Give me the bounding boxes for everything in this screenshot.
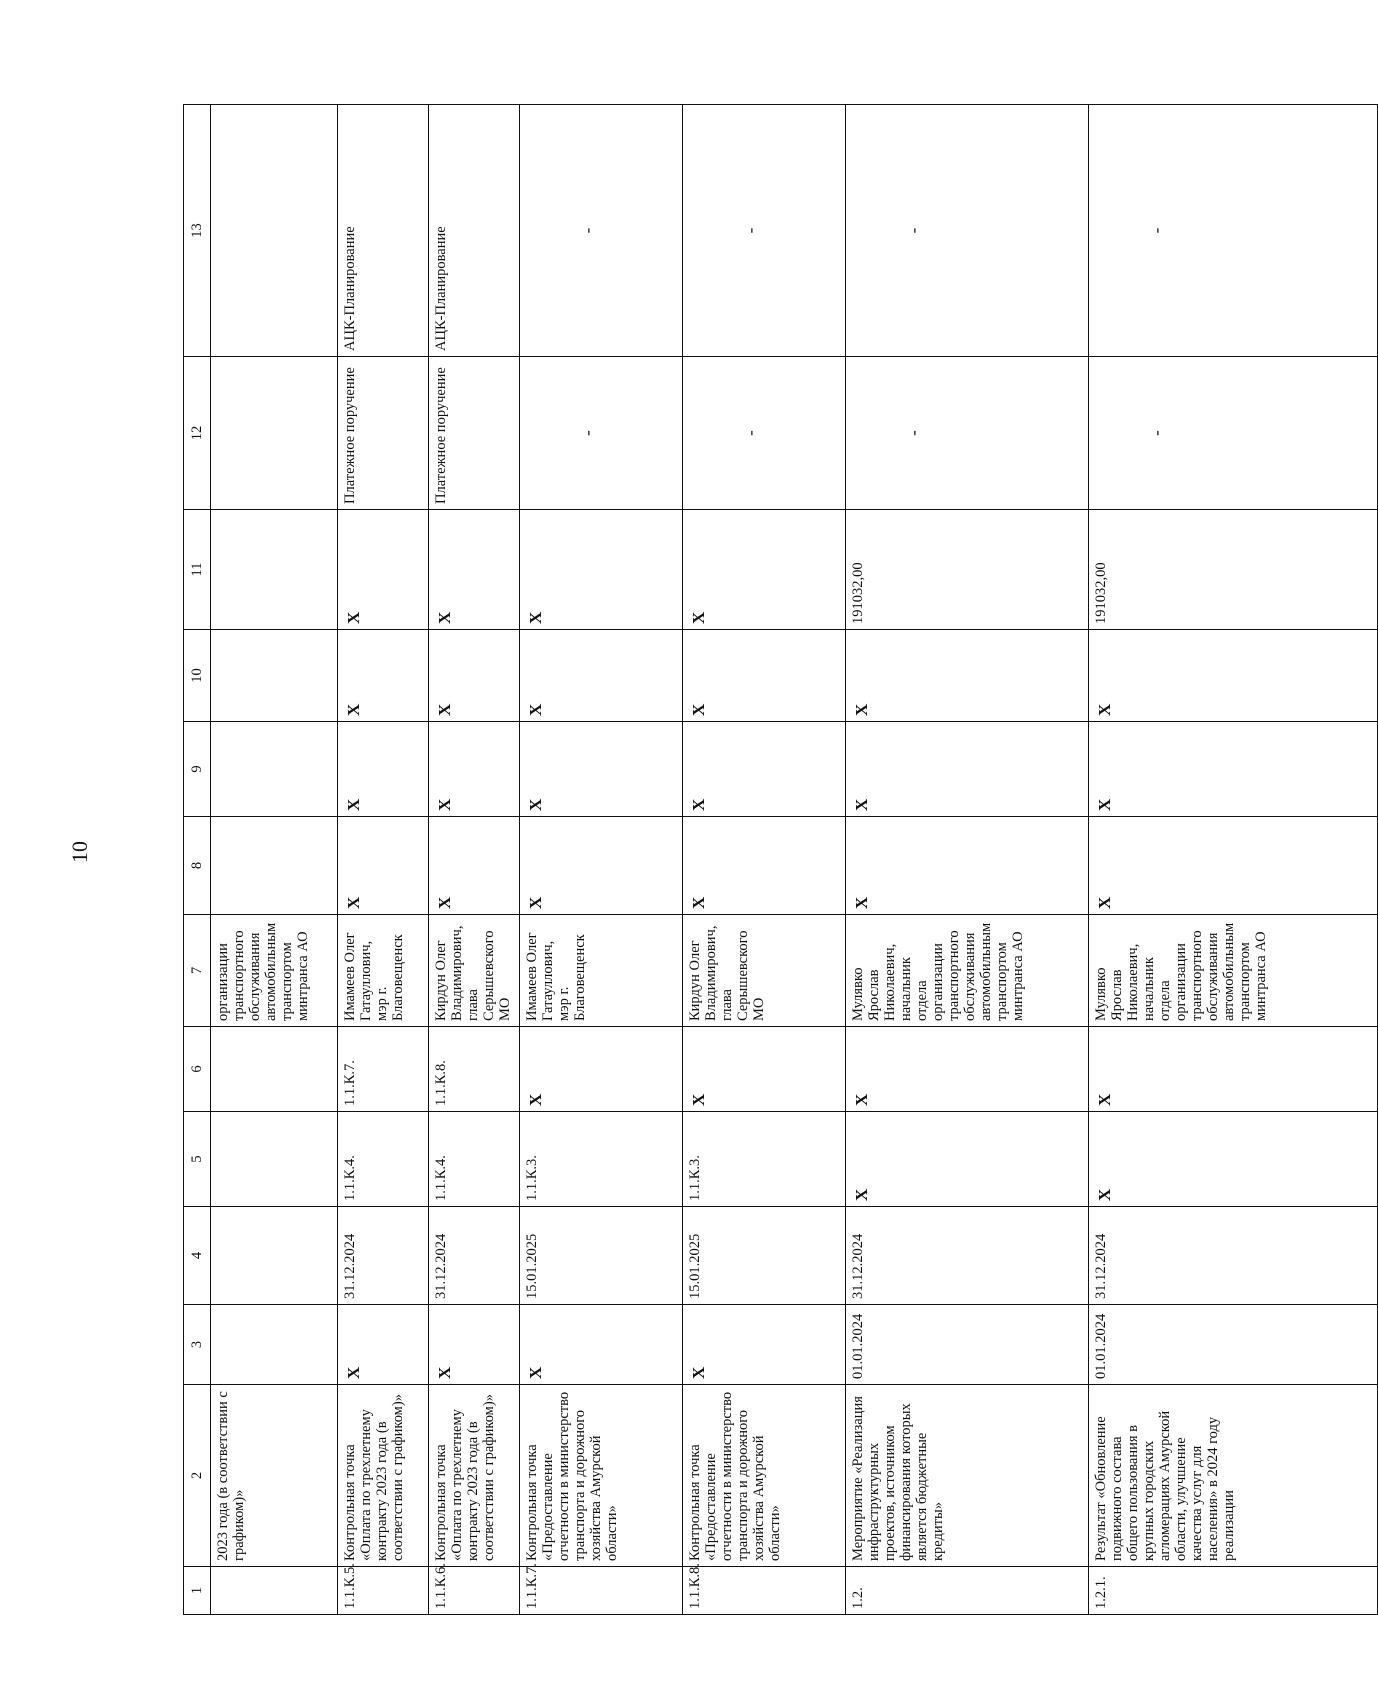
cell-responsible: Имамеев Олег Гатауллович, мэр г. Благовещенск bbox=[520, 915, 683, 1027]
cell-col9: Х bbox=[338, 722, 429, 817]
cell-number: 1.1.К.5. bbox=[338, 1567, 429, 1615]
cell-col11 bbox=[211, 510, 338, 630]
cell-col11: 191032,00 bbox=[1089, 510, 1378, 630]
cell-col8: Х bbox=[520, 817, 683, 915]
cell-document: - bbox=[1089, 357, 1378, 510]
cell-col8: Х bbox=[429, 817, 520, 915]
header-cell: 7 bbox=[184, 915, 211, 1027]
cell-col9: Х bbox=[683, 722, 846, 817]
cell-responsible: Имамеев Олег Гатауллович, мэр г. Благовещенск bbox=[338, 915, 429, 1027]
cell-col8 bbox=[211, 817, 338, 915]
table-row bbox=[683, 105, 846, 1615]
cell-col10: Х bbox=[683, 630, 846, 722]
table-row bbox=[846, 105, 1089, 1615]
cell-col9: Х bbox=[846, 722, 1089, 817]
cell-number: 1.1.К.8. bbox=[683, 1567, 846, 1615]
cell-name: Контрольная точка «Оплата по трехлетнему контракту 2023 года (в соответствии с графиком)» bbox=[429, 1385, 520, 1567]
header-cell: 12 bbox=[184, 357, 211, 510]
cell-responsible: организации транспортного обслуживания автомобильным транспортом минтранса АО bbox=[211, 915, 338, 1027]
header-cell: 5 bbox=[184, 1112, 211, 1207]
cell-predecessor: 1.1.К.4. bbox=[338, 1112, 429, 1207]
cell-document: - bbox=[683, 357, 846, 510]
cell-number: 1.1.К.7. bbox=[520, 1567, 683, 1615]
cell-col8: Х bbox=[338, 817, 429, 915]
cell-name: Результат «Обновление подвижного состава общего пользования в крупных городских агломерациях Амурской области, улучшение качества услуг для населения» в 2024 году реализации bbox=[1089, 1385, 1378, 1567]
cell-col11: Х bbox=[683, 510, 846, 630]
cell-start: Х bbox=[683, 1305, 846, 1385]
cell-document: Платежное поручение bbox=[429, 357, 520, 510]
cell-name: Контрольная точка «Оплата по трехлетнему контракту 2023 года (в соответствии с графиком)» bbox=[338, 1385, 429, 1567]
cell-start: 01.01.2024 bbox=[846, 1305, 1089, 1385]
cell-start: Х bbox=[429, 1305, 520, 1385]
cell-start bbox=[211, 1305, 338, 1385]
cell-name: Контрольная точка «Предоставление отчетности в министерство транспорта и дорожного хозяйства Амурской области» bbox=[683, 1385, 846, 1567]
cell-system: АЦК-Планирование bbox=[429, 105, 520, 357]
cell-successor: Х bbox=[683, 1027, 846, 1112]
cell-col8: Х bbox=[1089, 817, 1378, 915]
header-cell: 9 bbox=[184, 722, 211, 817]
cell-col9: Х bbox=[429, 722, 520, 817]
cell-col10: Х bbox=[520, 630, 683, 722]
cell-col11: Х bbox=[429, 510, 520, 630]
cell-end bbox=[211, 1207, 338, 1305]
cell-document: - bbox=[846, 357, 1089, 510]
table-row bbox=[1089, 105, 1378, 1615]
cell-col9: Х bbox=[520, 722, 683, 817]
cell-col10: Х bbox=[429, 630, 520, 722]
cell-predecessor: Х bbox=[846, 1112, 1089, 1207]
cell-predecessor: 1.1.К.3. bbox=[520, 1112, 683, 1207]
cell-document: - bbox=[520, 357, 683, 510]
header-cell: 13 bbox=[184, 105, 211, 357]
table-row bbox=[429, 105, 520, 1615]
cell-end: 15.01.2025 bbox=[683, 1207, 846, 1305]
cell-col11: 191032,00 bbox=[846, 510, 1089, 630]
header-row bbox=[184, 105, 211, 1615]
cell-col11: Х bbox=[338, 510, 429, 630]
cell-number: 1.1.К.6. bbox=[429, 1567, 520, 1615]
table-row bbox=[338, 105, 429, 1615]
cell-predecessor bbox=[211, 1112, 338, 1207]
cell-name: Мероприятие «Реализация инфраструктурных проектов, источником финансирования которых является бюджетные кредиты» bbox=[846, 1385, 1089, 1567]
cell-responsible: Кирдун Олег Владимирович, глава Серышевского МО bbox=[429, 915, 520, 1027]
cell-end: 31.12.2024 bbox=[1089, 1207, 1378, 1305]
cell-document: Платежное поручение bbox=[338, 357, 429, 510]
cell-col8: Х bbox=[683, 817, 846, 915]
cell-name: 2023 года (в соответствии с графиком)» bbox=[211, 1385, 338, 1567]
cell-successor: Х bbox=[520, 1027, 683, 1112]
cell-col10: Х bbox=[1089, 630, 1378, 722]
header-cell: 11 bbox=[184, 510, 211, 630]
table-row bbox=[520, 105, 683, 1615]
cell-system: - bbox=[683, 105, 846, 357]
cell-end: 31.12.2024 bbox=[846, 1207, 1089, 1305]
cell-number: 1.2. bbox=[846, 1567, 1089, 1615]
header-cell: 3 bbox=[184, 1305, 211, 1385]
cell-predecessor: Х bbox=[1089, 1112, 1378, 1207]
header-cell: 2 bbox=[184, 1385, 211, 1567]
header-cell: 4 bbox=[184, 1207, 211, 1305]
cell-successor: Х bbox=[846, 1027, 1089, 1112]
cell-col10: Х bbox=[338, 630, 429, 722]
cell-responsible: Мулявко Ярослав Николаевич, начальник отдела организации транспортного обслуживания автомобильным транспортом минтранса АО bbox=[846, 915, 1089, 1027]
cell-col10: Х bbox=[846, 630, 1089, 722]
plan-table bbox=[183, 104, 1378, 1615]
cell-predecessor: 1.1.К.3. bbox=[683, 1112, 846, 1207]
cell-system: - bbox=[846, 105, 1089, 357]
cell-document bbox=[211, 357, 338, 510]
cell-predecessor: 1.1.К.4. bbox=[429, 1112, 520, 1207]
header-cell: 10 bbox=[184, 630, 211, 722]
cell-end: 15.01.2025 bbox=[520, 1207, 683, 1305]
cell-end: 31.12.2024 bbox=[429, 1207, 520, 1305]
cell-col11: Х bbox=[520, 510, 683, 630]
cell-start: 01.01.2024 bbox=[1089, 1305, 1378, 1385]
cell-number bbox=[211, 1567, 338, 1615]
cell-system bbox=[211, 105, 338, 357]
cell-successor: 1.1.К.8. bbox=[429, 1027, 520, 1112]
table-row bbox=[211, 105, 338, 1615]
cell-responsible: Кирдун Олег Владимирович, глава Серышевского МО bbox=[683, 915, 846, 1027]
cell-successor: 1.1.К.7. bbox=[338, 1027, 429, 1112]
cell-start: Х bbox=[338, 1305, 429, 1385]
cell-col8: Х bbox=[846, 817, 1089, 915]
header-cell: 1 bbox=[184, 1567, 211, 1615]
cell-end: 31.12.2024 bbox=[338, 1207, 429, 1305]
cell-system: АЦК-Планирование bbox=[338, 105, 429, 357]
cell-system: - bbox=[1089, 105, 1378, 357]
cell-system: - bbox=[520, 105, 683, 357]
cell-start: Х bbox=[520, 1305, 683, 1385]
cell-name: Контрольная точка «Предоставление отчетности в министерство транспорта и дорожного хозяйства Амурской области» bbox=[520, 1385, 683, 1567]
rotated-table-sheet bbox=[183, 105, 1269, 1615]
cell-col9 bbox=[211, 722, 338, 817]
header-cell: 8 bbox=[184, 817, 211, 915]
cell-successor: Х bbox=[1089, 1027, 1378, 1112]
cell-number: 1.2.1. bbox=[1089, 1567, 1378, 1615]
cell-responsible: Мулявко Ярослав Николаевич, начальник отдела организации транспортного обслуживания автомобильным транспортом минтранса АО bbox=[1089, 915, 1378, 1027]
cell-col9: Х bbox=[1089, 722, 1378, 817]
page-number: 10 bbox=[67, 841, 92, 863]
header-cell: 6 bbox=[184, 1027, 211, 1112]
cell-successor bbox=[211, 1027, 338, 1112]
cell-col10 bbox=[211, 630, 338, 722]
